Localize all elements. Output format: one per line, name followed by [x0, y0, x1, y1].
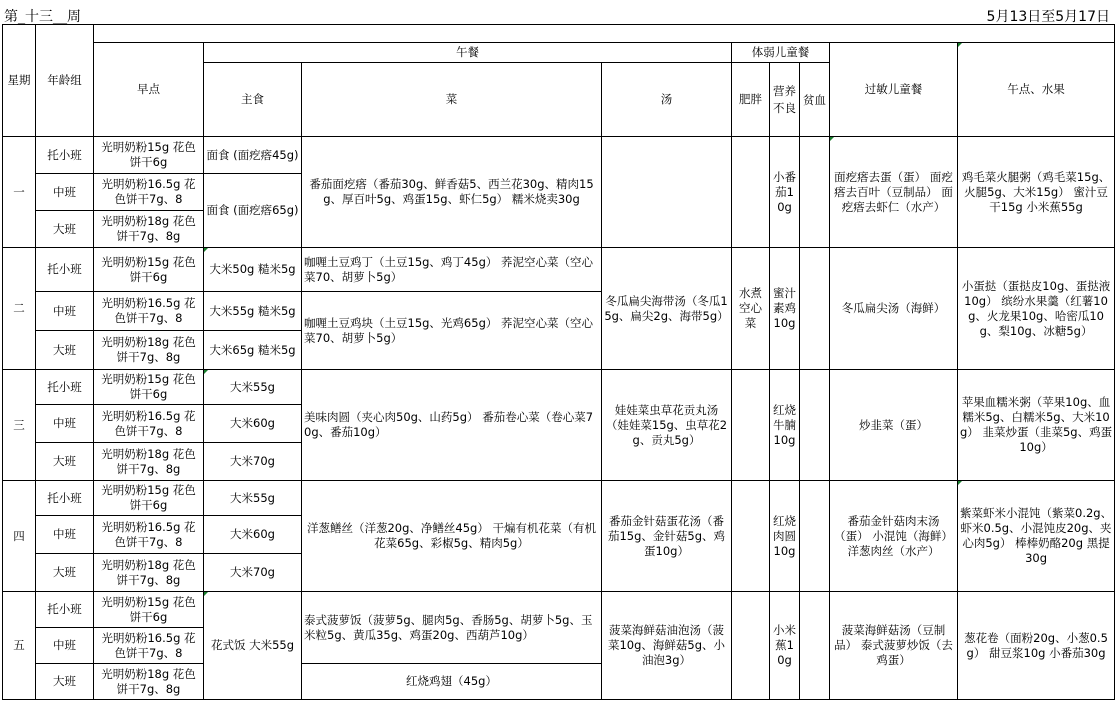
allergy-cell: 炒韭菜（蛋）	[830, 370, 958, 481]
dish-header: 菜	[302, 63, 602, 137]
breakfast-cell: 光明奶粉18g 花色饼干7g、8g	[94, 331, 204, 370]
obese-header: 肥胖	[732, 63, 770, 137]
soup-cell: 娃娃菜虫草花贡丸汤（娃娃菜15g、虫草花2g、贡丸5g）	[602, 370, 732, 481]
group-toddler: 托小班	[36, 137, 94, 174]
dish-cell: 咖喱土豆鸡丁（土豆15g、鸡丁45g） 荞泥空心菜（空心菜70、胡萝卜5g）	[302, 248, 602, 292]
obese-cell	[732, 481, 770, 592]
staple-cell: 大米60g	[204, 516, 302, 554]
soup-cell: 菠菜海鲜菇油泡汤（菠菜10g、海鲜菇5g、小油泡3g）	[602, 592, 732, 700]
dish-cell: 美味肉圆（夹心肉50g、山药5g） 番茄卷心菜（卷心菜70g、番茄10g）	[302, 370, 602, 481]
group-middle: 中班	[36, 292, 94, 331]
weekday-2: 二	[3, 248, 36, 370]
malnutrition-header: 营养不良	[770, 63, 800, 137]
malnutrition-cell: 小番茄10g	[770, 137, 800, 248]
group-senior: 大班	[36, 664, 94, 700]
staple-cell: 大米60g	[204, 405, 302, 443]
dish-cell: 咖喱土豆鸡块（土豆15g、光鸡65g） 荞泥空心菜（空心菜70、胡萝卜5g）	[302, 292, 602, 370]
staple-cell: 面食 (面疙瘩45g)	[204, 137, 302, 174]
staple-header: 主食	[204, 63, 302, 137]
allergy-cell: 菠菜海鲜菇汤（豆制品） 泰式菠萝炒饭（去鸡蛋）	[830, 592, 958, 700]
obese-cell	[732, 370, 770, 481]
breakfast-cell: 光明奶粉15g 花色饼干6g	[94, 481, 204, 516]
breakfast-cell: 光明奶粉16.5g 花色饼干7g、8	[94, 405, 204, 443]
weekly-menu-table	[2, 24, 1115, 700]
week-label: 第_十三__周	[4, 9, 81, 25]
snack-header: 午点、水果	[958, 43, 1115, 137]
breakfast-cell: 光明奶粉15g 花色饼干6g	[94, 592, 204, 628]
staple-cell: 大米70g	[204, 554, 302, 592]
group-toddler: 托小班	[36, 592, 94, 628]
staple-cell: 大米55g 糙米5g	[204, 292, 302, 331]
anemia-cell	[800, 137, 830, 248]
obese-cell	[732, 592, 770, 700]
breakfast-cell: 光明奶粉18g 花色饼干7g、8g	[94, 443, 204, 481]
date-range: 5月13日至5月17日	[986, 9, 1110, 25]
staple-cell: 面食 (面疙瘩65g)	[204, 174, 302, 248]
staple-cell: 花式饭 大米55g	[204, 592, 302, 700]
staple-cell: 大米50g 糙米5g	[204, 248, 302, 292]
age-group-header: 年龄组	[36, 25, 94, 137]
allergy-cell: 面疙瘩去蛋（蛋） 面疙瘩去百叶（豆制品） 面疙瘩去虾仁（水产）	[830, 137, 958, 248]
snack-cell: 葱花卷（面粉20g、小葱0.5g） 甜豆浆10g 小番茄30g	[958, 592, 1115, 700]
breakfast-cell: 光明奶粉18g 花色饼干7g、8g	[94, 554, 204, 592]
breakfast-cell: 光明奶粉18g 花色饼干7g、8g	[94, 211, 204, 248]
breakfast-cell: 光明奶粉16.5g 花色饼干7g、8	[94, 516, 204, 554]
allergy-cell: 冬瓜扁尖汤（海鲜）	[830, 248, 958, 370]
malnutrition-cell: 红烧牛腩10g	[770, 370, 800, 481]
group-toddler: 托小班	[36, 370, 94, 405]
dish-cell: 红烧鸡翅（45g）	[302, 664, 602, 700]
obese-cell: 水煮空心菜	[732, 248, 770, 370]
breakfast-cell: 光明奶粉15g 花色饼干6g	[94, 248, 204, 292]
group-middle: 中班	[36, 405, 94, 443]
staple-cell: 大米55g	[204, 370, 302, 405]
group-toddler: 托小班	[36, 248, 94, 292]
soup-cell: 冬瓜扁尖海带汤（冬瓜15g、扁尖2g、海带5g）	[602, 248, 732, 370]
anemia-cell	[800, 592, 830, 700]
malnutrition-cell: 小米蕉10g	[770, 592, 800, 700]
allergy-cell: 番茄金针菇肉末汤（蛋） 小混饨（海鲜） 洋葱肉丝（水产）	[830, 481, 958, 592]
group-middle: 中班	[36, 516, 94, 554]
anemia-cell	[800, 370, 830, 481]
malnutrition-cell: 蜜汁素鸡10g	[770, 248, 800, 370]
breakfast-cell: 光明奶粉15g 花色饼干6g	[94, 370, 204, 405]
soup-header: 汤	[602, 63, 732, 137]
breakfast-cell: 光明奶粉16.5g 花色饼干7g、8	[94, 628, 204, 664]
staple-cell: 大米65g 糙米5g	[204, 331, 302, 370]
soup-cell: 番茄金针菇蛋花汤（番茄15g、金针菇5g、鸡蛋10g）	[602, 481, 732, 592]
group-middle: 中班	[36, 174, 94, 211]
weekday-4: 四	[3, 481, 36, 592]
breakfast-cell: 光明奶粉16.5g 花色饼干7g、8	[94, 292, 204, 331]
breakfast-cell: 光明奶粉16.5g 花色饼干7g、8	[94, 174, 204, 211]
obese-cell	[732, 137, 770, 248]
anemia-cell	[800, 481, 830, 592]
weak-children-header: 体弱儿童餐	[732, 43, 830, 63]
snack-cell: 鸡毛菜火腿粥（鸡毛菜15g、火腿5g、大米15g） 蜜汁豆干15g 小米蕉55g	[958, 137, 1115, 248]
weekday-header: 星期	[3, 25, 36, 137]
dish-cell: 番茄面疙瘩（番茄30g、鲜香菇5、西兰花30g、精肉15g、厚百叶5g、鸡蛋15g、虾仁5g） 糯米烧卖30g	[302, 137, 602, 248]
weekday-3: 三	[3, 370, 36, 481]
anemia-cell	[800, 248, 830, 370]
group-senior: 大班	[36, 331, 94, 370]
weekday-5: 五	[3, 592, 36, 700]
group-senior: 大班	[36, 211, 94, 248]
dish-cell: 泰式菠萝饭（菠萝5g、腿肉5g、香肠5g、胡萝卜5g、玉米粒5g、黄瓜35g、鸡蛋20g、西葫芦10g）	[302, 592, 602, 664]
weekday-1: 一	[3, 137, 36, 248]
staple-cell: 大米70g	[204, 443, 302, 481]
malnutrition-cell: 红烧肉圆10g	[770, 481, 800, 592]
breakfast-cell: 光明奶粉18g 花色饼干7g、8g	[94, 664, 204, 700]
breakfast-cell: 光明奶粉15g 花色饼干6g	[94, 137, 204, 174]
anemia-header: 贫血	[800, 63, 830, 137]
group-senior: 大班	[36, 554, 94, 592]
snack-cell: 小蛋挞（蛋挞皮10g、蛋挞液10g） 缤纷水果羹（红薯10g、火龙果10g、哈密瓜10g、梨10g、冰糖5g）	[958, 248, 1115, 370]
snack-cell: 苹果血糯米粥（苹果10g、血糯米5g、白糯米5g、大米10g） 韭菜炒蛋（韭菜5g、鸡蛋10g）	[958, 370, 1115, 481]
lunch-header: 午餐	[204, 43, 732, 63]
staple-cell: 大米55g	[204, 481, 302, 516]
group-toddler: 托小班	[36, 481, 94, 516]
snack-cell: 紫菜虾米小混饨（紫菜0.2g、虾米0.5g、小混饨皮20g、夹心肉5g） 棒棒奶酪20g 黑提30g	[958, 481, 1115, 592]
allergy-header: 过敏儿童餐	[830, 43, 958, 137]
soup-cell	[602, 137, 732, 248]
breakfast-header: 早点	[94, 43, 204, 137]
group-middle: 中班	[36, 628, 94, 664]
blank-top-row	[94, 25, 1115, 43]
dish-cell: 洋葱鳝丝（洋葱20g、净鳝丝45g） 干煸有机花菜（有机花菜65g、彩椒5g、精肉5g）	[302, 481, 602, 592]
group-senior: 大班	[36, 443, 94, 481]
